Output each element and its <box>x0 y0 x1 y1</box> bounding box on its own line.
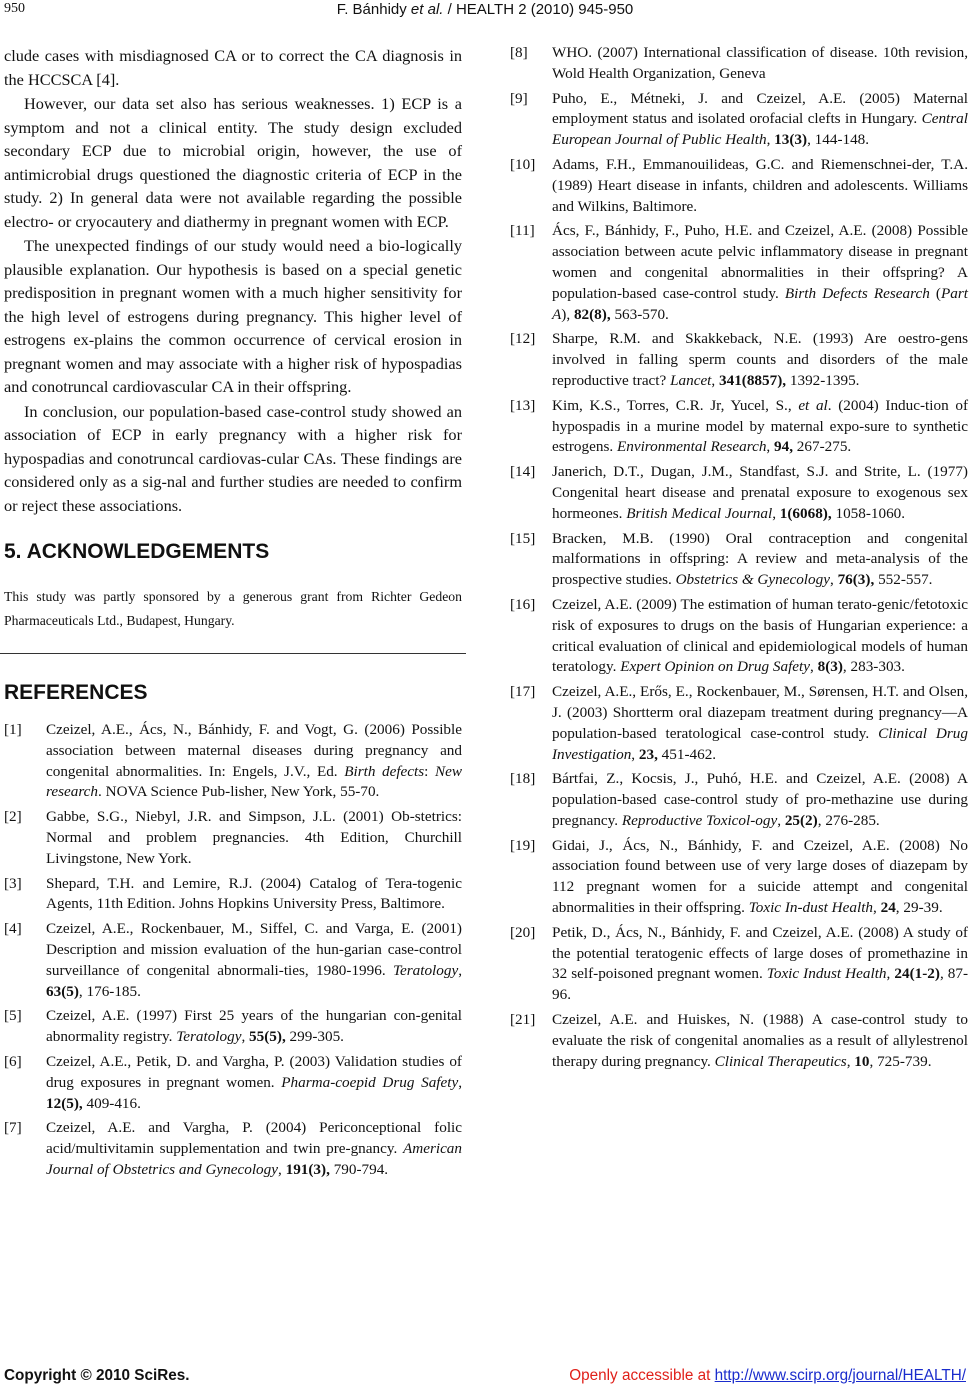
reference-item <box>510 836 968 919</box>
reference-text: . NOVA Science Pub-lisher, New York, 55-70. <box>98 783 380 801</box>
reference-text: , 283-303. <box>842 658 905 676</box>
reference-item <box>510 462 968 524</box>
reference-list-right <box>510 43 968 1072</box>
reference-number: [8] <box>510 44 528 61</box>
reference-text: Sharpe, R.M. and Skakkeback, N.E. (1993) Are oestro-gens involved in falling sperm counts and disorders of the male reproductive tract? <box>552 330 968 389</box>
reference-text: Czeizel, A.E. and Vargha, P. (2004) Periconceptional folic acid/multivitamin supplementation and twin pre-gnancy. <box>46 1119 462 1158</box>
reference-item <box>510 155 968 217</box>
acknowledgements-heading: 5. ACKNOWLEDGEMENTS <box>4 540 270 563</box>
reference-number: [7] <box>4 1119 22 1137</box>
reference-text: , <box>766 131 775 149</box>
reference-italic-text: Toxic Indust Health <box>766 965 887 983</box>
reference-text: , <box>886 965 895 983</box>
reference-italic-text: Birth defects <box>344 762 425 780</box>
reference-number: [3] <box>4 874 22 892</box>
reference-number: [21] <box>510 1011 536 1029</box>
body-paragraph: However, our data set also has serious weaknesses. 1) ECP is a symptom and not a clinical entity. The study design excluded secondary ECP due to microbial origin, however, the use of antimicrobial drugs questioned the diagnostic criteria of ECP in the study. 2) In general data were not available regarding the possible electro- or cryocautery and diathermy in pregnant women with ECP. <box>4 94 462 231</box>
reference-text: . (2004) Induc-tion of hypospadis in a murine model by maternal expo-sure to synthetic estrogens. <box>552 396 969 456</box>
reference-italic-text: Reproductive Toxicol-ogy <box>621 811 778 829</box>
reference-item <box>4 720 462 803</box>
running-head-journal: / HEALTH 2 (2010) 945-950 <box>443 1 634 18</box>
reference-item <box>510 221 968 325</box>
reference-italic-text: Obstetrics & Gynecology <box>675 571 830 589</box>
reference-number: [18] <box>510 770 536 788</box>
journal-link[interactable]: http://www.scirp.org/journal/HEALTH/ <box>714 1367 966 1384</box>
reference-text: Czeizel, A.E. (1997) First 25 years of the hungarian con-genital abnormality registry. <box>46 1007 462 1046</box>
reference-bold-text: 23, <box>638 745 658 763</box>
reference-number: [13] <box>510 396 536 414</box>
reference-italic-text: Central European Journal of Public Health <box>552 110 968 149</box>
reference-italic-text: American Journal of Obstetrics and Gynecology <box>46 1140 462 1178</box>
reference-item <box>510 396 968 458</box>
reference-bold-text: 10 <box>854 1052 870 1070</box>
reference-item <box>510 529 968 591</box>
reference-number: [2] <box>4 808 22 826</box>
reference-text: ), <box>561 305 574 323</box>
reference-italic-text: Toxic In-dust Health <box>748 899 874 917</box>
reference-bold-text: 25(2) <box>784 811 818 829</box>
reference-item <box>510 682 968 765</box>
reference-number: [17] <box>510 683 536 701</box>
reference-italic-text: et al <box>798 396 828 414</box>
reference-text: , <box>766 438 775 456</box>
reference-text: , <box>810 658 818 676</box>
reference-text: Gabbe, S.G., Niebyl, J.R. and Simpson, J.L. (2001) Ob-stetrics: Normal and problem pregnancies. 4th Edition, Churchill Livingstone, New York. <box>46 808 462 867</box>
acknowledgements-text: This study was partly sponsored by a generous grant from Richter Gedeon Pharmaceuticals Ltd., Budapest, Hungary. <box>4 589 462 628</box>
reference-text: WHO. (2007) International classification of disease. 10th revision, Wold Health Organization, Geneva <box>552 44 968 82</box>
reference-number: [20] <box>510 923 536 941</box>
reference-text: , 725-739. <box>869 1052 932 1070</box>
reference-bold-text: 55(5), <box>249 1028 286 1046</box>
reference-text: 1058-1060. <box>831 504 906 522</box>
reference-item <box>510 329 968 391</box>
running-head-authors: F. Bánhidy <box>336 1 411 18</box>
reference-italic-text: Clinical Drug Investigation <box>552 724 968 763</box>
reference-text: Czeizel, A.E., Ács, N., Bánhidy, F. and Vogt, G. (2006) Possible association between maternal diseases during pregnancy and congenital abnormalities. In: Engels, J.V., Ed. <box>46 721 462 780</box>
reference-number: [9] <box>510 89 528 107</box>
reference-text: 409-416. <box>82 1094 141 1112</box>
reference-number: [11] <box>510 222 535 240</box>
reference-text: Puho, E., Métneki, J. and Czeizel, A.E. (2005) Maternal employment status and isolated orofacial clefts in Hungary. <box>552 89 968 128</box>
reference-text: , <box>278 1160 286 1178</box>
reference-text: , <box>241 1028 250 1046</box>
reference-text: , 144-148. <box>807 131 870 149</box>
body-paragraph: In conclusion, our population-based case-control study showed an association of ECP in early pregnancy with a higher risk for hypospadias and conotruncal cardiovas-cular CAs. These findings are considered only as a sig-nal and further studies are needed to confirm or reject these associations. <box>4 401 462 515</box>
reference-number: [19] <box>510 836 536 854</box>
reference-item <box>510 1010 968 1072</box>
reference-number: [4] <box>4 920 22 938</box>
reference-number: [12] <box>510 330 536 348</box>
left-column <box>4 44 462 1185</box>
reference-text: , <box>458 1073 463 1091</box>
reference-italic-text: Teratology <box>392 961 459 979</box>
reference-number: [15] <box>510 529 536 547</box>
page-number: 950 <box>4 1 25 16</box>
reference-number: [14] <box>510 463 536 481</box>
running-head <box>0 1 970 18</box>
reference-text: , <box>631 745 639 763</box>
reference-bold-text: 8(3) <box>817 658 843 676</box>
reference-text: Adams, F.H., Emmanouilideas, G.C. and Riemenschnei-der, T.A. (1989) Heart disease in infants, children and adolescents. Williams and Wilkins, Baltimore. <box>552 155 968 215</box>
reference-italic-text: Clinical Therapeutics <box>714 1052 847 1070</box>
reference-item <box>4 1006 462 1048</box>
reference-bold-text: 24(1-2) <box>894 965 940 983</box>
reference-text: , 29-39. <box>895 899 943 917</box>
reference-text: 267-275. <box>793 438 852 456</box>
open-access-notice <box>569 1367 966 1385</box>
reference-text: 1392-1395. <box>786 371 860 389</box>
reference-italic-text: Birth Defects Research <box>784 284 930 302</box>
reference-text: , <box>829 571 838 589</box>
reference-bold-text: 341(8857), <box>719 371 787 389</box>
reference-text: Czeizel, A.E., Erős, E., Rockenbauer, M., Sørensen, H.T. and Olsen, J. (2003) Shortterm oral diazepam treatment during pregnancy—A population-based teratological case-control study. <box>552 683 968 742</box>
reference-number: [5] <box>4 1007 22 1025</box>
reference-text: , <box>772 504 780 522</box>
reference-text: Bártfai, Z., Kocsis, J., Puhó, H.E. and Czeizel, A.E. (2008) A population-based case-control study of pro-methazine use during pregnancy. <box>552 770 968 829</box>
reference-text: , <box>711 371 719 389</box>
reference-item <box>510 595 968 678</box>
reference-text: Czeizel, A.E., Petik, D. and Vargha, P. (2003) Validation studies of drug exposures in pregnant women. <box>46 1052 462 1091</box>
reference-italic-text: Pharma-coepid Drug Safety <box>281 1073 459 1091</box>
reference-text: , <box>458 961 462 979</box>
reference-text: Bracken, M.B. (1990) Oral contraception and congenital malformations in offspring: A review and meta-analysis of the prospective studies. <box>552 529 968 589</box>
reference-bold-text: 76(3), <box>837 571 875 589</box>
reference-text: : <box>424 762 435 780</box>
reference-text: , <box>846 1052 855 1070</box>
reference-bold-text: 1(6068), <box>779 504 832 522</box>
body-paragraph: The unexpected findings of our study would need a bio-logically plausible explanation. Our hypothesis is based on a special genetic predisposition in pregnant women with a much higher sensitivity for the high level of estrogens during pregnancy. This higher level of estrogens ex-plains the common occurrence of cervical erosion in pregnant women and may associate with a higher risk of hypospadias and conotruncal cardiovascular CA in their offspring. <box>4 236 462 396</box>
reference-italic-text: Environmental Research <box>616 438 767 456</box>
reference-text: 451-462. <box>657 745 717 763</box>
reference-text: ( <box>929 284 941 302</box>
references-heading: REFERENCES <box>4 681 148 704</box>
reference-item <box>510 89 968 151</box>
reference-item <box>4 1052 462 1114</box>
reference-bold-text: 63(5) <box>46 982 79 1000</box>
reference-number: [10] <box>510 155 536 173</box>
reference-text: 552-557. <box>874 571 933 589</box>
reference-text: Gidai, J., Ács, N., Bánhidy, F. and Czeizel, A.E. (2008) No association found between use of very large doses of diazepam by 112 pregnant women for a suicide attempt and congenital abnormalities in their offspring. <box>552 836 968 917</box>
reference-number: [6] <box>4 1052 22 1070</box>
page-footer <box>0 1367 970 1387</box>
reference-italic-text: New research <box>46 762 462 801</box>
reference-item <box>4 1118 462 1180</box>
reference-number: [1] <box>4 721 22 738</box>
reference-text: Janerich, D.T., Dugan, J.M., Standfast, S.J. and Strite, L. (1977) Congenital heart disease and prenatal exposure to exogenous sex hormeones. <box>552 463 968 522</box>
reference-italic-text: Expert Opinion on Drug Safety <box>620 658 811 676</box>
reference-text: 790-794. <box>329 1160 389 1178</box>
copyright-notice: Copyright © 2010 SciRes. <box>4 1367 190 1384</box>
reference-text: , 176-185. <box>78 982 141 1000</box>
reference-item <box>510 43 968 85</box>
reference-text: , 87-96. <box>552 965 969 1004</box>
reference-text: 299-305. <box>285 1028 344 1046</box>
reference-text: Petik, D., Ács, N., Bánhidy, F. and Czeizel, A.E. (2008) A study of the potential teratogenic effects of large doses of promethazine in 32 self-poisoned pregnant women. <box>552 923 968 983</box>
reference-number: [16] <box>510 595 536 613</box>
reference-item <box>4 874 462 916</box>
reference-bold-text: 191(3), <box>285 1160 330 1178</box>
reference-bold-text: 94, <box>774 438 793 456</box>
reference-text: Czeizel, A.E. (2009) The estimation of human terato-genic/fetotoxic risk of exposures to drugs on the basis of Hungarian experience: a critical evaluation of clinical and epidemiological models of human teratology. <box>552 595 968 676</box>
reference-italic-text: Lancet <box>670 371 712 389</box>
reference-text: , <box>873 899 881 917</box>
reference-item <box>4 919 462 1002</box>
reference-text: Shepard, T.H. and Lemire, R.J. (2004) Catalog of Tera-togenic Agents, 11th Edition. Johns Hopkins University Press, Baltimore. <box>46 874 462 913</box>
section-divider <box>0 653 466 654</box>
reference-text: Kim, K.S., Torres, C.R. Jr, Yucel, S., <box>552 396 799 414</box>
reference-item <box>4 807 462 869</box>
reference-italic-text: Teratology <box>176 1028 242 1046</box>
reference-text: Czeizel, A.E. and Huiskes, N. (1988) A case-control study to evaluate the risk of congenital anomalies as a result of allylestrenol therapy during pregnancy. <box>552 1011 968 1070</box>
reference-text: Czeizel, A.E., Rockenbauer, M., Siffel, C. and Varga, E. (2001) Description and mission evaluation of the hun-garian case-control surveillance of congenital abnormali-ties, 1980-1996. <box>46 920 462 979</box>
reference-bold-text: 12(5), <box>46 1094 83 1112</box>
reference-text: 563-570. <box>610 305 669 323</box>
reference-item <box>510 923 968 1006</box>
reference-text: , 276-285. <box>817 811 880 829</box>
reference-italic-text: British Medical Journal <box>626 504 773 522</box>
right-column <box>510 43 968 1076</box>
reference-bold-text: 82(8), <box>573 305 611 323</box>
body-paragraph: clude cases with misdiagnosed CA or to correct the CA diagnosis in the HCCSCA [4]. <box>4 46 462 89</box>
reference-text: Ács, F., Bánhidy, F., Puho, H.E. and Czeizel, A.E. (2008) Possible association between acute pelvic inflammatory disease in pregnant women and congenital abnormalities in their offspring? A population-based case-control study. <box>552 222 968 302</box>
open-access-label: Openly accessible at <box>569 1367 715 1384</box>
reference-list-left <box>4 720 462 1181</box>
running-head-et-al: et al. <box>410 1 444 18</box>
reference-text: , <box>777 811 785 829</box>
reference-bold-text: 24 <box>880 899 896 917</box>
reference-italic-text: Part A <box>552 284 968 323</box>
reference-bold-text: 13(3) <box>774 131 808 149</box>
reference-item <box>510 769 968 831</box>
